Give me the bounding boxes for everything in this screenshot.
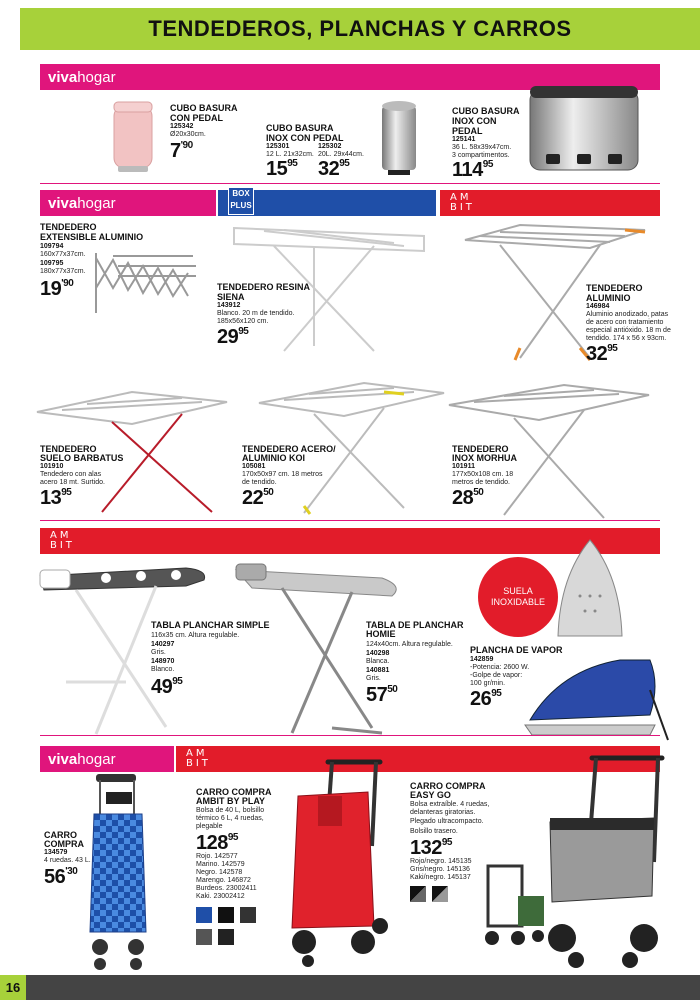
barbatus-desc2: acero 18 mt. Surtido. [40,479,105,486]
tend-alu-name: TENDEDERO ALUMINIO [586,283,643,303]
cubo-inox-ref2: 125302 [318,143,342,150]
page-footer [0,975,700,1000]
tend-alu-ref: 146984 [586,303,610,310]
header-bar [20,8,700,50]
inox-bin-image [374,96,424,178]
koi-price: $22^{50}$ [242,487,274,509]
red-cart-image [268,756,398,968]
koi-name2: ALUMINIO KOI [242,453,305,463]
carro-play-name1: CARRO COMPRA [196,787,272,797]
morhua-name1: TENDEDERO [452,444,509,454]
cubo-pedal-desc: Ø20x30cm. [170,131,206,138]
tabla-simple-color2: Blanco. [151,666,175,673]
checkered-cart-image [88,772,150,972]
cubo-triple-price: $114^{95}$ [452,159,493,181]
pink-bin-image [108,98,158,178]
carro-easy-name2: EASY GO [410,790,451,800]
tend-resina-desc2: 185x56x120 cm. [217,318,269,325]
morhua-desc2: metros de tendido. [452,479,510,486]
color-swatch [218,907,234,923]
carro-easy-price: $132^{95}$ [410,837,452,859]
ironing-board-simple-image [36,562,211,740]
carro-play-variant3: Negro. 142578 [196,869,243,876]
tend-alu-desc4: tendido. 174 x 56 x 93cm. [586,335,667,342]
morhua-name2: INOX MORHUA [452,453,517,463]
vivahogar-logo: vivahogar [48,194,116,212]
cubo-inox-price2: $32^{95}$ [318,158,350,180]
ambit-band [440,190,660,216]
carro-play-variant4: Marengo. 146872 [196,877,251,884]
boxplus-logo: BOX PLUS [228,187,254,215]
carro-play-desc1: Bolsa de 40 L, bolsillo [196,807,265,814]
barbatus-desc1: Tendedero con alas [40,471,102,478]
tabla-homie-desc1: 124x40cm. Altura regulable. [366,641,453,648]
vivahogar-logo: vivahogar [48,750,116,768]
cubo-triple-desc2: 3 compartimentos. [452,152,510,159]
color-swatches [410,886,450,902]
page-number: 16 [0,975,26,1000]
cubo-pedal-name: CUBO BASURA CON PEDAL [170,103,238,123]
tend-ext-name: TENDEDERO EXTENSIBLE ALUMINIO [40,222,144,242]
color-swatch [196,929,212,945]
carro-easy-desc4: Bolsillo trasero. [410,828,458,835]
tabla-simple-ref1: 140297 [151,641,175,648]
cubo-inox-name: CUBO BASURA INOX CON PEDAL [266,123,344,143]
ambit-logo: AM BIT [50,530,75,551]
carro-easy-desc2: delanteras giratorias. [410,809,476,816]
suela-badge: SUELA INOXIDABLE [478,557,558,637]
tabla-homie-color2: Gris. [366,675,381,682]
tend-alu-desc2: de acero con tratamiento [586,319,664,326]
plancha-desc2: -Golpe de vapor: [470,672,523,679]
vivahogar-band [40,746,174,772]
divider [40,183,660,184]
carro-name2: COMPRA [44,839,84,849]
grey-cart-image [536,752,670,972]
carro-play-desc3: plegable [196,823,223,830]
plancha-price: $26^{95}$ [470,688,502,710]
tabla-homie-color1: Blanca. [366,658,390,665]
barbatus-name1: TENDEDERO [40,444,97,454]
cubo-triple-ref: 125141 [452,136,476,143]
carro-name1: CARRO [44,830,77,840]
carro-easy-variant3: Kaki/negro. 145137 [410,874,471,881]
cubo-triple-name: CUBO BASURA INOX CON PEDAL [452,106,520,136]
koi-name1: TENDEDERO ACERO/ [242,444,336,454]
tend-resina-name: TENDEDERO RESINA SIENA [217,282,310,302]
cubo-triple-desc1: 36 L. 58x39x47cm. [452,144,512,151]
tabla-homie-name1: TABLA DE PLANCHAR [366,620,464,630]
carro-easy-desc1: Bolsa extraíble. 4 ruedas, [410,801,490,808]
plancha-ref: 142859 [470,656,494,663]
divider [40,735,660,736]
tend-ext-desc1: 160x77x37cm. [40,251,86,258]
carro-play-variant6: Kaki. 23002412 [196,893,245,900]
cubo-inox-desc2: 20L. 29x44cm. [318,151,364,158]
tabla-simple-ref2: 148970 [151,658,175,665]
carro-easy-name1: CARRO COMPRA [410,781,486,791]
page-header [0,0,700,50]
triple-bin-image [526,80,642,180]
tend-resina-ref: 143912 [217,302,241,309]
vivahogar-logo: vivahogar [48,68,116,86]
vivahogar-band [40,190,216,216]
plancha-desc3: 100 gr/min. [470,680,506,687]
carro-ref: 134579 [44,849,68,856]
carro-play-variant2: Marino. 142579 [196,861,245,868]
koi-ref: 105081 [242,463,266,470]
morhua-price: $28^{50}$ [452,487,484,509]
tabla-homie-name2: HOMIE [366,629,396,639]
carro-play-variant1: Rojo. 142577 [196,853,238,860]
tabla-homie-ref1: 140298 [366,650,390,657]
tabla-homie-ref2: 140881 [366,667,390,674]
tend-alu-price: $32^{95}$ [586,343,618,365]
extensible-rack-image [88,248,198,318]
carro-easy-variant1: Rojo/negro. 145135 [410,858,472,865]
tend-ext-ref2: 109795 [40,260,64,267]
tend-ext-price: $19^{'90}$ [40,278,74,300]
color-swatch [240,907,256,923]
carro-price: $56^{'30}$ [44,866,78,888]
barbatus-name2: SUELO BARBATUS [40,453,124,463]
carro-play-variant5: Burdeos. 23002411 [196,885,257,892]
koi-desc1: 170x50x97 cm. 18 metros [242,471,323,478]
tabla-simple-name: TABLA PLANCHAR SIMPLE [151,620,270,630]
color-swatch [218,929,234,945]
cubo-inox-price1: $15^{95}$ [266,158,298,180]
morhua-desc1: 177x50x108 cm. 18 [452,471,514,478]
tabla-simple-price: $49^{95}$ [151,676,183,698]
cubo-pedal-ref: 125342 [170,123,194,130]
carro-play-desc2: térmico 6 L, 4 ruedas, [196,815,264,822]
barbatus-ref: 101910 [40,463,64,470]
carro-easy-variant2: Gris/negro. 145136 [410,866,470,873]
cubo-pedal-price: $7^{'90}$ [170,140,193,162]
tabla-simple-desc1: 116x35 cm. Altura regulable. [151,632,240,639]
cubo-inox-ref1: 125301 [266,143,290,150]
divider [40,520,660,521]
tabla-homie-price: $57^{50}$ [366,684,398,706]
carro-desc: 4 ruedas. 43 L. [44,857,91,864]
tabla-simple-color1: Gris. [151,649,166,656]
ambit-logo: AM BIT [450,192,475,213]
tend-resina-desc1: Blanco. 20 m de tendido. [217,310,295,317]
plancha-desc1: -Potencia: 2600 W. [470,664,530,671]
carro-easy-desc3: Plegado ultracompacto. [410,818,484,825]
tend-resina-price: $29^{95}$ [217,326,249,348]
barbatus-price: $13^{95}$ [40,487,72,509]
carro-play-price: $128^{95}$ [196,832,238,854]
koi-desc2: de tendido. [242,479,277,486]
color-swatch [196,907,212,923]
morhua-ref: 101911 [452,463,475,470]
page-title: TENDEDEROS, PLANCHAS Y CARROS [148,16,572,41]
carro-play-name2: AMBIT BY PLAY [196,796,266,806]
plancha-name: PLANCHA DE VAPOR [470,645,563,655]
tend-alu-desc1: Aluminio anodizado, patas [586,311,669,318]
tend-ext-desc2: 180x77x37cm. [40,268,86,275]
cubo-inox-desc1: 12 L. 21x32cm. [266,151,314,158]
ambit-logo: AM BIT [186,748,211,769]
tend-alu-desc3: especial antióxido. 18 m de [586,327,671,334]
tend-ext-ref1: 109794 [40,243,64,250]
